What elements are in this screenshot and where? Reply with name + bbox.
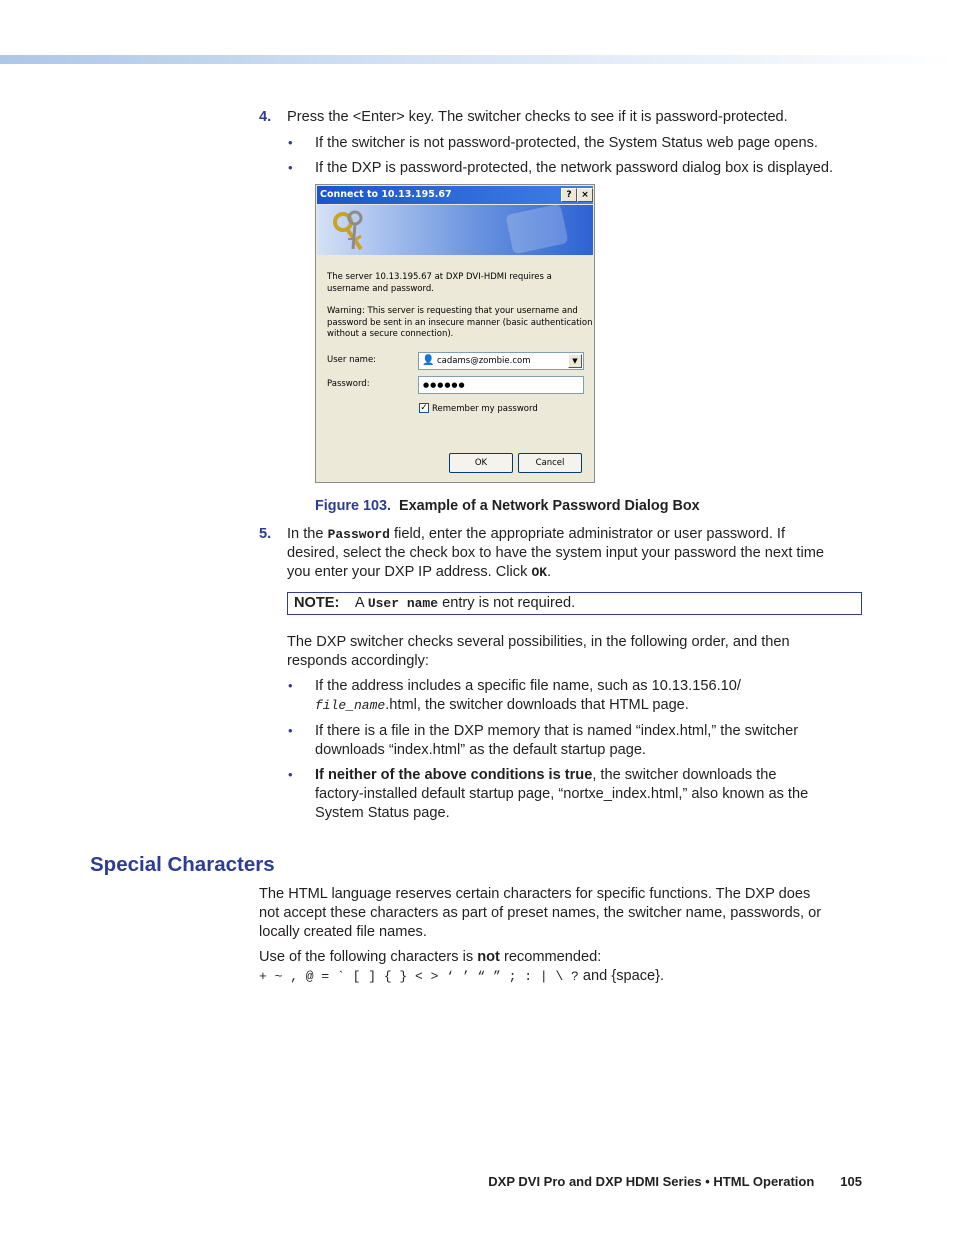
page-number: 105 — [840, 1174, 862, 1189]
ok-button[interactable]: OK — [449, 453, 513, 473]
remember-label: Remember my password — [432, 404, 538, 414]
reserved-characters: + ~ , @ = ` [ ] { } < > ‘ ’ “ ” ; : | \ ? — [259, 969, 579, 984]
username-field[interactable]: 👤 cadams@zombie.com ▼ — [418, 352, 584, 370]
username-label: User name: — [327, 355, 377, 365]
user-icon: 👤 — [422, 355, 435, 366]
help-button[interactable]: ? — [561, 188, 577, 202]
footer-title: DXP DVI Pro and DXP HDMI Series • HTML Operation — [488, 1174, 815, 1189]
cancel-button[interactable]: Cancel — [518, 453, 582, 473]
bullet-text: If the switcher is not password-protected, the System Status web page opens. — [315, 135, 818, 151]
password-field[interactable]: ●●●●●● — [418, 376, 584, 394]
step-number: 4. — [259, 109, 272, 125]
password-field-name: Password — [327, 527, 390, 542]
dialog-banner — [317, 205, 593, 255]
bullet-text: If there is a file in the DXP memory that is named “index.html,” the switcher downloads “index.html” as the default startup page. — [315, 723, 799, 758]
note-box: NOTE: A User name entry is not required. — [287, 592, 862, 615]
bullet-icon: • — [288, 678, 293, 693]
step-text: In the Password field, enter the appropriate administrator or user password. If desired, select the check box to have the system input your password the next time you enter your DXP IP address. Click OK. — [287, 526, 825, 580]
bullet-icon: • — [288, 135, 293, 150]
close-button[interactable]: × — [577, 188, 593, 202]
chevron-down-icon[interactable]: ▼ — [568, 354, 582, 368]
section-heading: Special Characters — [90, 853, 275, 876]
dialog-title: Connect to 10.13.195.67 — [320, 189, 452, 200]
bullet-text: If the DXP is password-protected, the network password dialog box is displayed. — [315, 160, 834, 176]
bullet-icon: • — [288, 160, 293, 175]
dialog-warning: Warning: This server is requesting that your username and password be sent in an insecure manner (basic authentication without a secure connection). — [327, 306, 593, 339]
figure-number: Figure 103. — [315, 498, 391, 514]
page-footer — [400, 1174, 862, 1189]
bullet-icon: • — [288, 723, 293, 738]
bullet-text: If the address includes a specific file name, such as 10.13.156.10/ file_name.html, the switcher downloads that HTML page. — [315, 678, 741, 713]
keys-icon — [317, 205, 593, 255]
figure-caption — [315, 498, 700, 514]
step-number: 5. — [259, 526, 272, 542]
bullet-text: If neither of the above conditions is true, the switcher downloads the factory-installed default startup page, “nortxe_index.html,” also known as the System Status page. — [315, 767, 809, 821]
note-label: NOTE: — [294, 595, 340, 611]
step-text: Press the <Enter> key. The switcher checks to see if it is password-protected. — [287, 109, 788, 125]
password-label: Password: — [327, 379, 370, 389]
header-gradient-bar — [0, 55, 954, 64]
paragraph: The HTML language reserves certain characters for specific functions. The DXP does not accept these characters as part of preset names, the switcher name, passwords, or locally created file names. — [259, 886, 822, 940]
figure-title: Example of a Network Password Dialog Box — [398, 498, 700, 514]
checks-intro: The DXP switcher checks several possibilities, in the following order, and then responds accordingly: — [287, 634, 790, 669]
ok-label: OK — [531, 565, 548, 580]
dialog-message-1: The server 10.13.195.67 at DXP DVI-HDMI requires a username and password. — [327, 272, 552, 294]
paragraph: Use of the following characters is not recommended: + ~ , @ = ` [ ] { } < > ‘ ’ “ ” ; : | \ ? and {space}. — [259, 949, 665, 984]
bullet-icon: • — [288, 767, 293, 782]
remember-checkbox[interactable]: ✓ — [420, 403, 428, 413]
password-dialog — [315, 184, 595, 483]
dialog-title-bar — [317, 186, 593, 204]
